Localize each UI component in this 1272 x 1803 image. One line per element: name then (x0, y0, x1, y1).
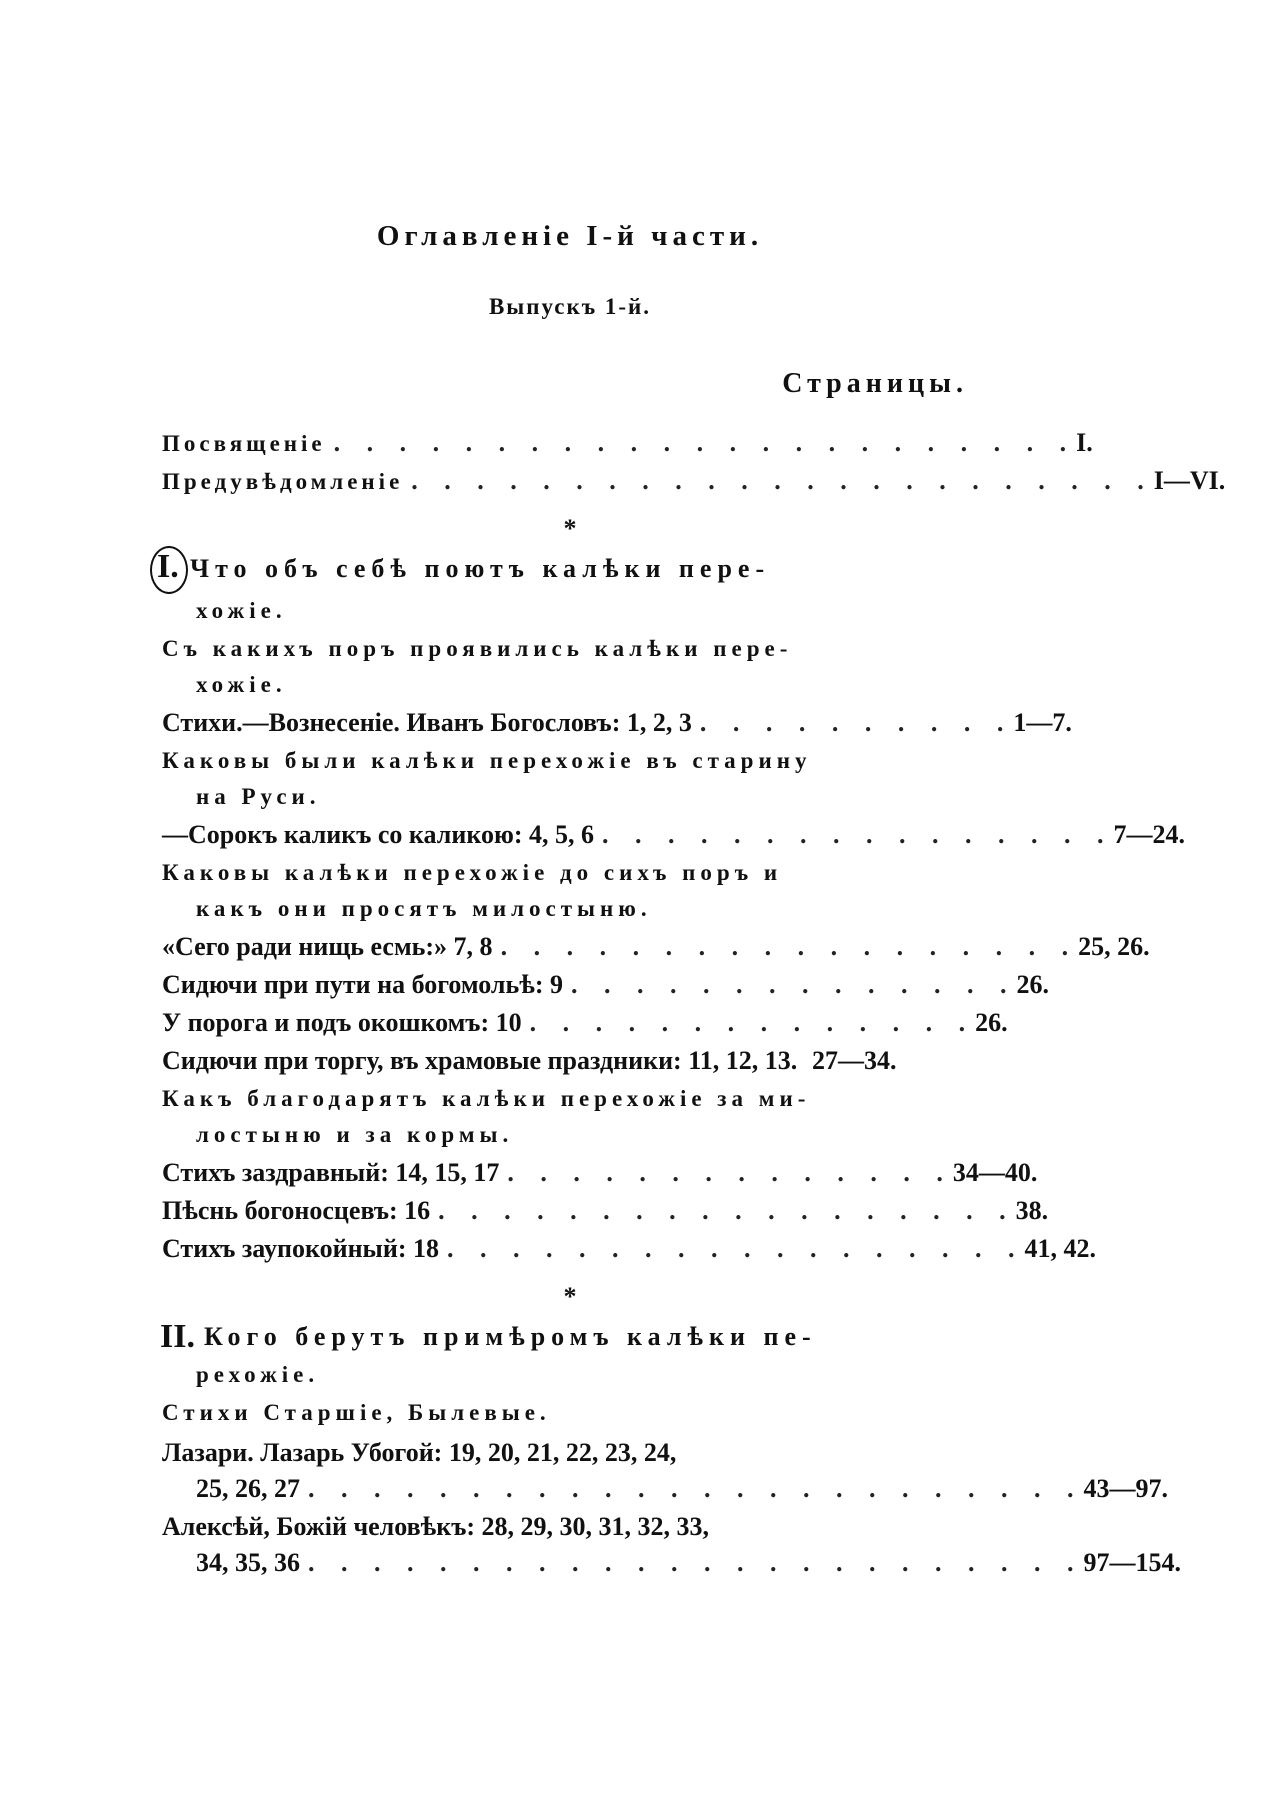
toc-entry (196, 1548, 1181, 1586)
toc-entry (162, 1046, 930, 1084)
section-heading: Что объ себѣ поютъ калѣки пере- (190, 554, 771, 583)
entry-page: 34—40. (952, 1158, 1038, 1187)
section-numeral: I. (157, 548, 179, 585)
entry-label-cont: 25, 26, 27 (196, 1474, 300, 1503)
entry-label: Пѣснь богоносцевъ: 16 (162, 1196, 431, 1225)
leader-dots: . . . . . . . . . . . . . . . . . . . . . . . (411, 466, 1154, 495)
entry-label: —Сорокъ каликъ со каликою: 4, 5, 6 (162, 820, 594, 849)
subheading: Каковы калѣки перехожіе до сихъ поръ и (162, 860, 783, 885)
entry-page: 26. (975, 1008, 1008, 1037)
entry-page: 7—24. (1113, 820, 1185, 849)
leader-dots: . . . . . . . . . . . . . . (529, 1008, 976, 1037)
leader-dots: . . . . . . . . . . . . . . (571, 970, 1017, 999)
leader-dots: . . . . . . . . . . . . . . (507, 1158, 953, 1187)
entry-label: Стихъ заздравный: 14, 15, 17 (162, 1158, 500, 1187)
toc-entry (162, 1008, 1008, 1046)
subheading-cont: хожіе. (196, 672, 287, 697)
leader-dots: . . . . . . . . . . (699, 708, 1014, 737)
entry-page: I—VI. (1153, 466, 1226, 495)
entry-page: 97—154. (1083, 1548, 1181, 1577)
leader-dots: . . . . . . . . . . . . . . . . . . (500, 932, 1079, 961)
entry-page: 26. (1016, 970, 1050, 999)
toc-entry (162, 820, 1185, 858)
toc-entry (162, 1234, 1096, 1272)
leader-dots: . . . . . . . . . . . . . . . . . . . . . . . (333, 428, 1077, 457)
section-heading-cont: рехожіе. (196, 1362, 320, 1387)
entry-label: У порога и подъ окошкомъ: 10 (162, 1008, 522, 1037)
subheading: Каковы были калѣки перехожіе въ старину (162, 748, 812, 773)
separator-asterisk: * (563, 1282, 577, 1311)
subheading: Съ какихъ поръ проявились калѣки пере- (162, 636, 793, 661)
toc-entry (162, 1158, 1038, 1196)
entry-page: 38. (1015, 1196, 1049, 1225)
entry-page: I. (1076, 428, 1093, 457)
subheading-cont: на Руси. (196, 784, 321, 809)
issue-subtitle: Выпускъ 1-й. (488, 294, 652, 319)
entry-label: Предувѣдомленіе (162, 469, 404, 494)
leader-dots: . . . . . . . . . . . . . . . . . . (447, 1234, 1025, 1263)
toc-entry (162, 970, 1050, 1008)
toc-entry (162, 428, 1093, 466)
section-numeral: II. (160, 1318, 195, 1355)
subheading: Стихи Старшіе, Былевые. (162, 1400, 551, 1425)
entry-page: 41, 42. (1024, 1234, 1096, 1263)
entry-label: Стихъ заупокойный: 18 (162, 1234, 439, 1263)
entry-page: 27—34. (812, 1046, 897, 1075)
entry-label: Стихи.—Вознесеніе. Иванъ Богословъ: 1, 2, 3 (162, 708, 692, 737)
leader-dots: . . . . . . . . . . . . . . . . (601, 820, 1114, 849)
entry-label: Посвященіе (162, 431, 326, 456)
toc-entry (162, 466, 1226, 504)
section-heading: Кого берутъ примѣромъ калѣки пе- (204, 1322, 817, 1351)
entry-label: Сидючи при пути на богомольѣ: 9 (162, 970, 564, 999)
entry-label: Алексѣй, Божій человѣкъ: 28, 29, 30, 31, 32, 33, (162, 1512, 710, 1541)
entry-label: Сидючи при торгу, въ храмовые праздники: 11, 12, 13. (162, 1046, 798, 1075)
entry-label: «Сего ради нищь есмь:» 7, 8 (162, 932, 493, 961)
entry-page: 25, 26. (1078, 932, 1150, 961)
subheading-cont: лостыню и за кормы. (196, 1122, 514, 1147)
separator-asterisk: * (563, 514, 577, 543)
entry-page: 1—7. (1013, 708, 1072, 737)
entry-page: 43—97. (1083, 1474, 1168, 1503)
subheading: Какъ благодарятъ калѣки перехожіе за ми- (162, 1086, 811, 1111)
toc-entry (162, 932, 1150, 970)
subheading-cont: какъ они просятъ милостыню. (196, 896, 652, 921)
leader-dots: . . . . . . . . . . . . . . . . . . (438, 1196, 1016, 1225)
toc-entry (196, 1474, 1168, 1512)
pages-column-header: Страницы. (782, 368, 968, 399)
entry-label: Лазари. Лазарь Убогой: 19, 20, 21, 22, 23, 24, (162, 1438, 677, 1467)
toc-entry (162, 708, 1072, 746)
entry-label-cont: 34, 35, 36 (196, 1548, 300, 1577)
leader-dots: . . . . . . . . . . . . . . . . . . . . . . . . (308, 1548, 1084, 1577)
toc-entry-line (162, 1438, 930, 1476)
page-title: Оглавленіе I-й части. (376, 220, 764, 252)
leader-dots: . . . . . . . . . . . . . . . . . . . . . . . . (308, 1474, 1084, 1503)
toc-entry-line (162, 1512, 930, 1550)
section-heading-cont: хожіе. (196, 598, 287, 623)
toc-entry (162, 1196, 1049, 1234)
